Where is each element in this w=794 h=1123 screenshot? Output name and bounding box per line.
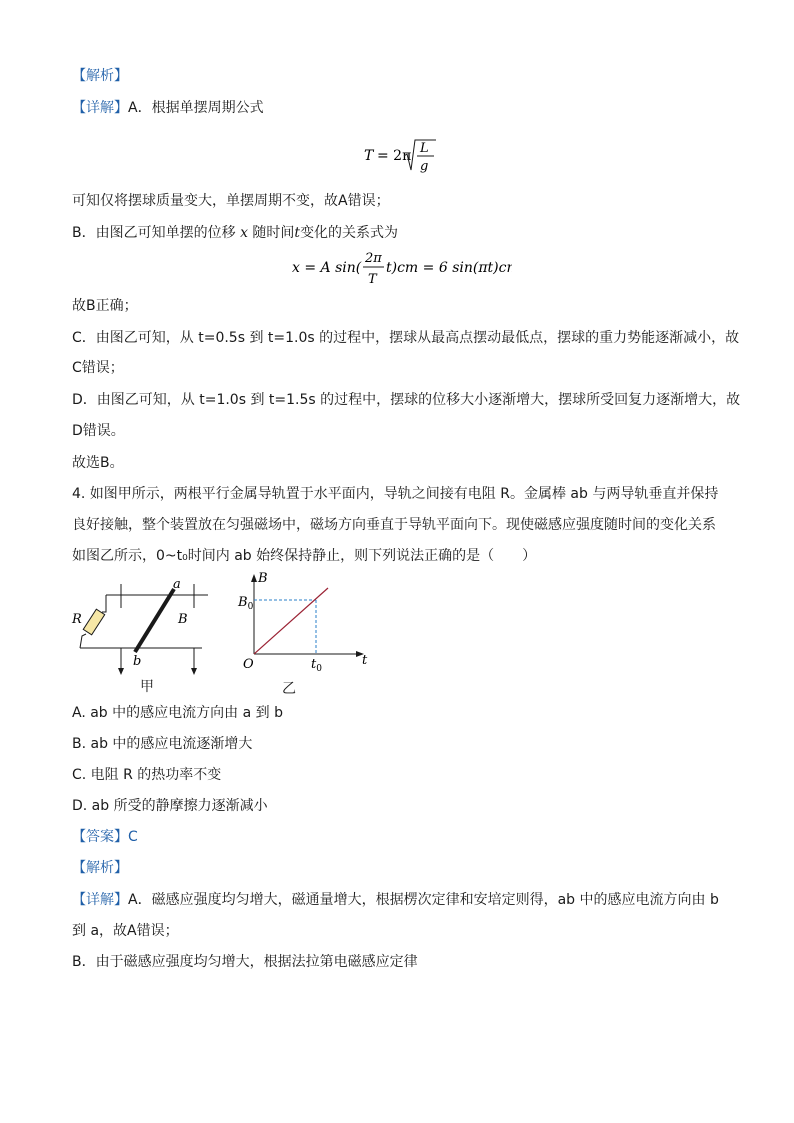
q4-detail-a-line-1	[72, 890, 719, 910]
analysis-tag-2: 【解析】	[72, 860, 128, 876]
axis-x-label: t	[362, 653, 368, 668]
formula2-lhs: x = A sin(	[292, 260, 362, 276]
formula-L: L	[420, 141, 429, 156]
d-line-1: D．由图乙可知，从 t=1.0s 到 t=1.5s 的过程中，摆球的位移大小逐渐增大，摆球所受回复力逐渐增大，故	[72, 392, 741, 408]
d-line-2: D错误。	[72, 423, 125, 439]
q4-detail-b: B．由于磁感应强度均匀增大，根据法拉第电磁感应定律	[72, 954, 418, 970]
q4-line-1: 4. 如图甲所示，两根平行金属导轨置于水平面内，导轨之间接有电阻 R。金属棒 ab 与两导轨垂直并保持	[72, 486, 719, 502]
axis-y-label: B	[258, 571, 268, 586]
origin-label: O	[243, 657, 254, 672]
q4-line-3: 如图乙所示，0~t₀时间内 ab 始终保持静止，则下列说法正确的是（ ）	[72, 548, 537, 564]
q4-detail-a-text: A．磁感应强度均匀增大，磁通量增大，根据楞次定律和安培定则得，ab 中的感应电流方向由 b	[128, 892, 719, 908]
b-var-t: t	[294, 225, 301, 241]
formula2-num: 2π	[365, 251, 382, 266]
formula-eq: = 2π	[377, 148, 412, 164]
tick-t0: $t_0$	[311, 657, 322, 672]
b-text-1: B．由图乙可知单摆的位移	[72, 225, 236, 241]
formula2-rhs: t)cm = 6 sin(πt)cm	[386, 260, 512, 276]
detail-tag-2: 【详解】	[72, 892, 128, 908]
option-a: A. ab 中的感应电流方向由 a 到 b	[72, 705, 283, 721]
q4-detail-a-line-2: 到 a，故A错误；	[72, 923, 179, 939]
b-var-x: x	[240, 225, 248, 241]
c-line-2: C错误；	[72, 360, 124, 376]
figure-yi	[232, 568, 372, 676]
option-d: D. ab 所受的静摩擦力逐渐减小	[72, 798, 268, 814]
q4-line-2: 良好接触，整个装置放在匀强磁场中，磁场方向垂直于导轨平面向下。现使磁感应强度随时间的变化关系	[72, 517, 716, 533]
label-a: a	[173, 577, 181, 592]
formula2-den: T	[368, 272, 377, 287]
b-conclusion: 故B正确；	[72, 298, 138, 314]
analysis-tag: 【解析】	[72, 68, 128, 84]
caption-yi: 乙	[282, 681, 296, 697]
c-line-1: C．由图乙可知，从 t=0.5s 到 t=1.0s 的过程中，摆球从最高点摆动最低点，摆球的重力势能逐渐减小，故	[72, 330, 740, 346]
label-B: B	[178, 612, 188, 627]
final-choice: 故选B。	[72, 455, 124, 471]
resistor	[83, 609, 104, 635]
label-R: R	[72, 612, 82, 627]
period-formula-svg	[364, 134, 444, 178]
option-c: C. 电阻 R 的热功率不变	[72, 767, 222, 783]
displacement-formula-svg	[292, 243, 512, 291]
formula-g: g	[420, 159, 429, 174]
detail-a-line	[72, 98, 264, 118]
detail-a-text: A．根据单摆周期公式	[128, 100, 264, 116]
answer: 【答案】C	[72, 829, 138, 845]
period-formula	[364, 134, 444, 178]
displacement-formula	[292, 243, 512, 291]
a-conclusion: 可知仅将摆球质量变大，单摆周期不变，故A错误；	[72, 193, 390, 209]
metal-rod-ab	[135, 589, 174, 652]
b-t-line	[254, 588, 328, 654]
option-b: B. ab 中的感应电流逐渐增大	[72, 736, 253, 752]
formula-T: T	[364, 148, 374, 164]
figure-yi-svg	[232, 568, 372, 672]
b-text-3: 变化的关系式为	[300, 225, 399, 241]
label-b: b	[133, 654, 142, 669]
caption-jia: 甲	[140, 679, 154, 695]
b-text-2: 随时间	[252, 225, 295, 241]
tick-B0: $B_0$	[238, 595, 254, 612]
detail-tag: 【详解】	[72, 100, 128, 116]
b-line	[72, 223, 398, 243]
